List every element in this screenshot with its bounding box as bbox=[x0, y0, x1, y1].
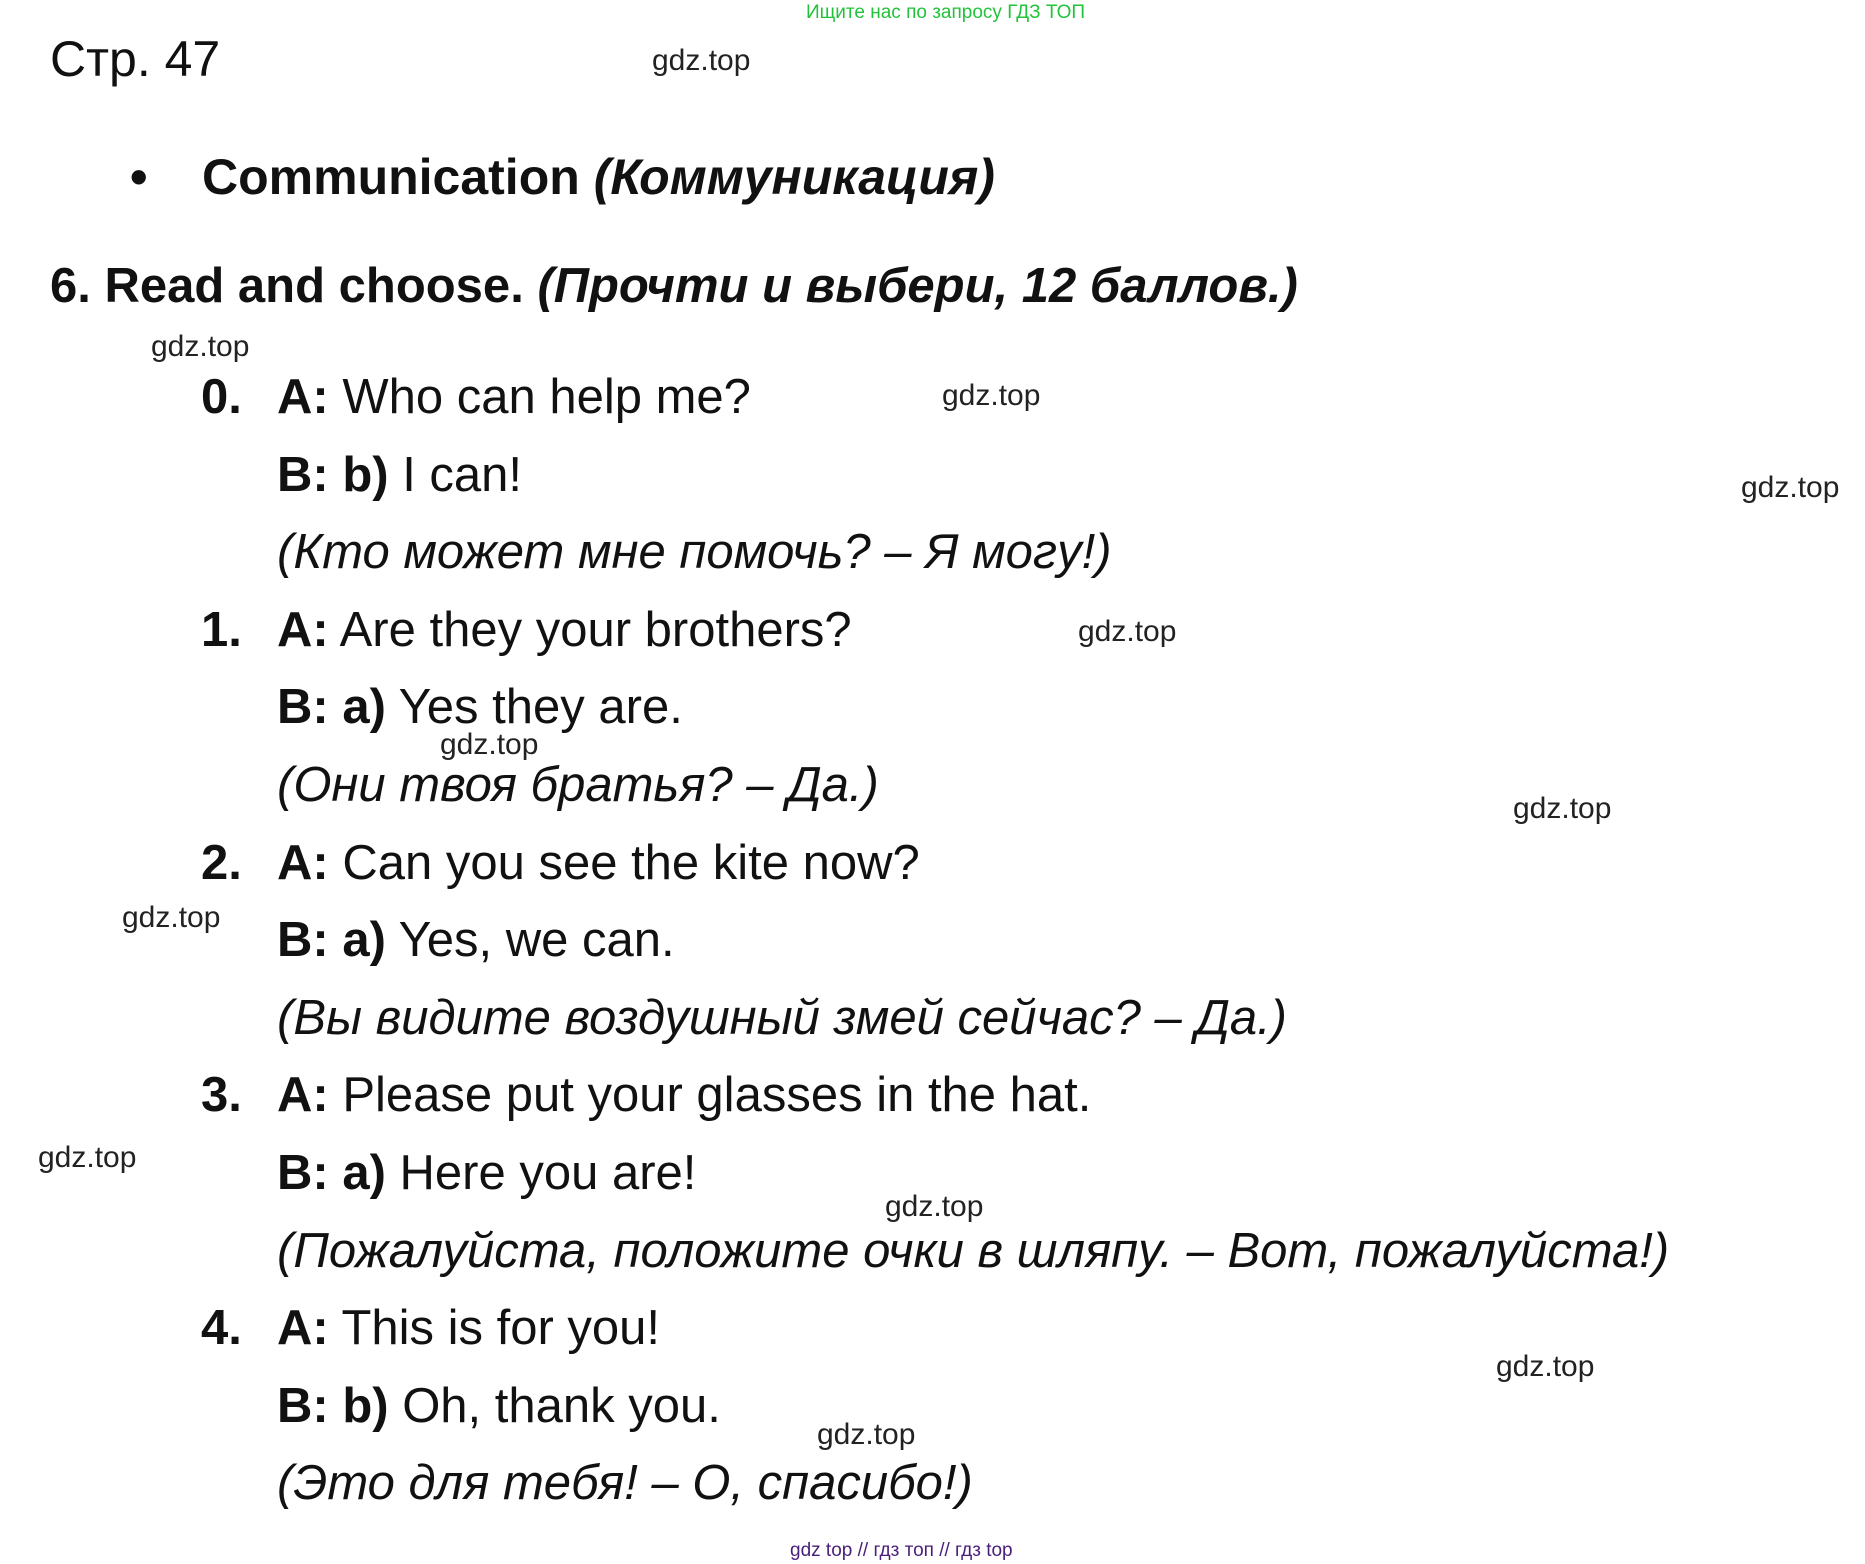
item-number-cell bbox=[201, 600, 242, 660]
watermark: gdz.top bbox=[38, 1141, 137, 1174]
b-text: Here you are! bbox=[385, 1146, 697, 1200]
watermark: gdz.top bbox=[652, 44, 751, 77]
item-number: 4. bbox=[201, 1301, 242, 1356]
question-line bbox=[277, 367, 751, 427]
b-label: B: b) bbox=[277, 1378, 389, 1433]
item-number: 0. bbox=[201, 370, 242, 424]
a-label: A: bbox=[277, 1301, 329, 1356]
question-line bbox=[277, 1298, 660, 1358]
b-label: B: a) bbox=[277, 680, 386, 735]
b-text: I can! bbox=[388, 447, 523, 502]
task-title: 6. Read and choose. bbox=[50, 259, 524, 313]
b-text: Oh, thank you. bbox=[388, 1378, 721, 1433]
a-label: A: bbox=[277, 370, 329, 424]
watermark: gdz.top bbox=[942, 379, 1041, 412]
task-heading bbox=[50, 258, 1298, 314]
question-line bbox=[277, 600, 852, 660]
item-number-cell bbox=[201, 833, 242, 893]
translation-line bbox=[277, 988, 1287, 1048]
a-text: This is for you! bbox=[328, 1301, 661, 1356]
page-label: Стр. 47 bbox=[50, 31, 221, 87]
item-number-cell bbox=[201, 367, 242, 427]
a-text: Are they your brothers? bbox=[328, 602, 852, 657]
watermark: gdz.top bbox=[817, 1418, 916, 1451]
watermark: gdz.top bbox=[151, 330, 250, 363]
watermark: gdz.top bbox=[1741, 471, 1840, 504]
b-label: B: b) bbox=[277, 447, 389, 502]
a-text: Can you see the kite now? bbox=[328, 835, 920, 890]
translation-line bbox=[277, 522, 1112, 582]
translation-line bbox=[277, 755, 879, 815]
a-text: Who can help me? bbox=[328, 370, 751, 424]
task-title-ru: (Прочти и выбери, 12 баллов.) bbox=[537, 259, 1298, 313]
translation: (Кто может мне помочь? – Я могу!) bbox=[277, 525, 1112, 580]
item-number: 1. bbox=[201, 602, 242, 657]
answer-line bbox=[277, 445, 522, 505]
watermark: gdz.top bbox=[440, 728, 539, 761]
b-text: Yes, we can. bbox=[385, 913, 675, 968]
watermark: gdz.top bbox=[1496, 1350, 1595, 1383]
a-label: A: bbox=[277, 835, 329, 890]
watermark: gdz.top bbox=[1078, 615, 1177, 648]
b-label: B: a) bbox=[277, 1146, 386, 1200]
watermark: gdz.top bbox=[885, 1190, 984, 1223]
top-note: Ищите нас по запросу ГДЗ ТОП bbox=[806, 2, 1086, 23]
watermark: gdz.top bbox=[1513, 792, 1612, 825]
item-number-cell bbox=[201, 1298, 242, 1358]
footer: gdz top // гдз топ // гдз top bbox=[790, 1540, 1013, 1561]
answer-line bbox=[277, 910, 675, 970]
question-line bbox=[277, 1065, 1091, 1125]
question-line bbox=[277, 833, 920, 893]
translation-line bbox=[277, 1453, 973, 1513]
a-label: A: bbox=[277, 1068, 329, 1123]
b-text: Yes they are. bbox=[385, 680, 683, 735]
translation: (Вы видите воздушный змей сейчас? – Да.) bbox=[277, 990, 1288, 1045]
item-number: 3. bbox=[201, 1068, 242, 1123]
item-number: 2. bbox=[201, 835, 242, 890]
section-title-ru: (Коммуникация) bbox=[593, 149, 995, 205]
translation: (Это для тебя! – О, спасибо!) bbox=[277, 1456, 973, 1511]
answer-line bbox=[277, 1376, 721, 1436]
translation-line bbox=[277, 1221, 1669, 1281]
watermark: gdz.top bbox=[122, 901, 221, 934]
translation: (Пожалуйста, положите очки в шляпу. – Вот, пожалуйста!) bbox=[277, 1223, 1670, 1278]
item-number-cell bbox=[201, 1065, 242, 1125]
a-text: Please put your glasses in the hat. bbox=[328, 1068, 1092, 1123]
answer-line bbox=[277, 1143, 696, 1203]
a-label: A: bbox=[277, 602, 329, 657]
bullet: • bbox=[130, 149, 148, 205]
section-heading bbox=[130, 148, 995, 206]
translation: (Они твоя братья? – Да.) bbox=[277, 758, 879, 812]
b-label: B: a) bbox=[277, 913, 386, 968]
section-title: Communication bbox=[202, 149, 580, 205]
